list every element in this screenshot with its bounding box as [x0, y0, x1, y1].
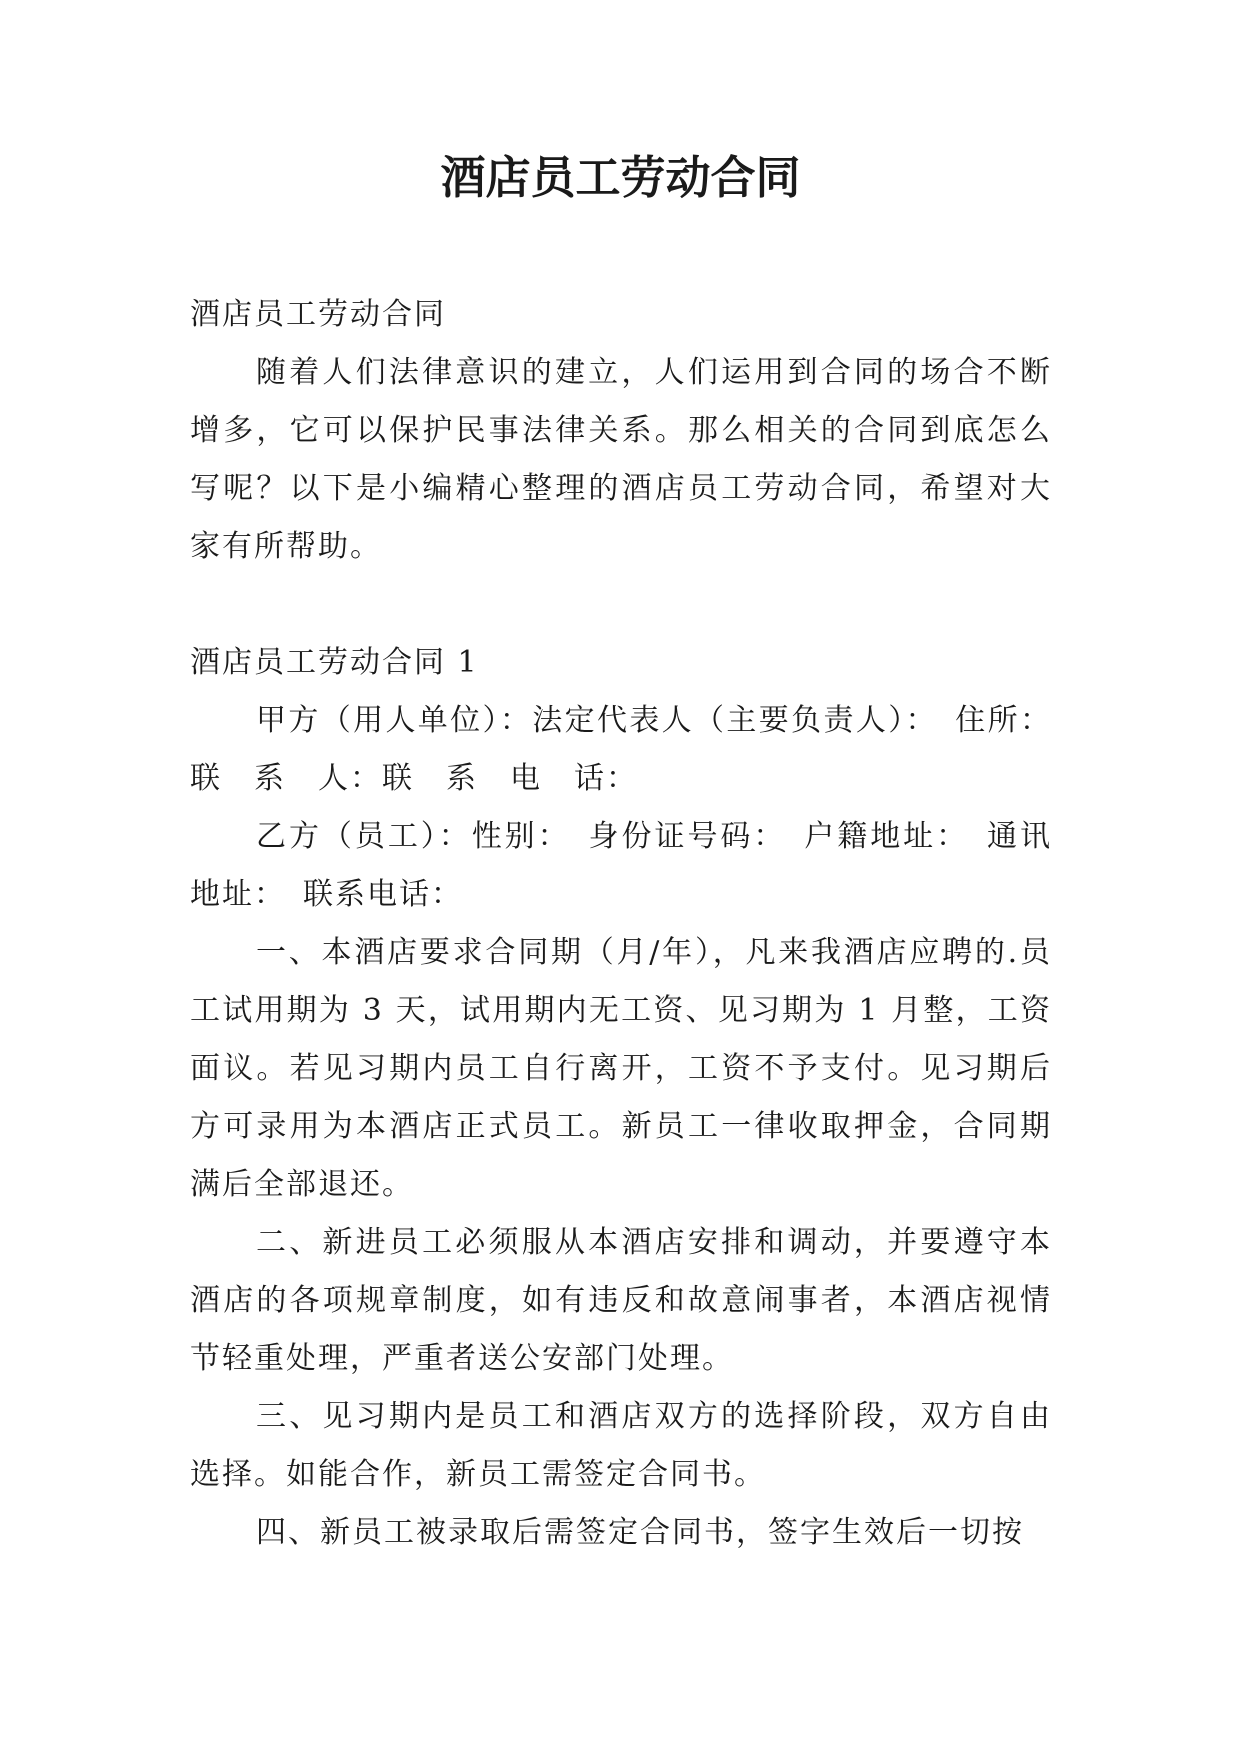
paragraph: 一、本酒店要求合同期（月/年），凡来我酒店应聘的.员工试用期为 3 天，试用期内无工资、见习期为 1 月整，工资面议。若见习期内员工自行离开，工资不予支付。见习期后方可录用为本酒店正式员工。新员工一律收取押金，合同期满后全部退还。	[190, 935, 1052, 1202]
paragraph: 二、新进员工必须服从本酒店安排和调动，并要遵守本酒店的各项规章制度，如有违反和故意闹事者，本酒店视情节轻重处理，严重者送公安部门处理。	[190, 1225, 1052, 1376]
paragraph: 三、见习期内是员工和酒店双方的选择阶段，双方自由选择。如能合作，新员工需签定合同书。	[190, 1399, 1052, 1492]
document-body	[190, 286, 1052, 1562]
document-title: 酒店员工劳动合同	[440, 151, 801, 204]
paragraph: 酒店员工劳动合同 1	[190, 645, 479, 680]
paragraph: 酒店员工劳动合同	[190, 297, 446, 332]
paragraph: 四、新员工被录取后需签定合同书，签字生效后一切按	[256, 1515, 1024, 1550]
paragraph-spacer	[190, 576, 1052, 634]
paragraph: 乙方（员工）：性别： 身份证号码： 户籍地址： 通讯地址： 联系电话：	[190, 819, 1052, 912]
paragraph: 随着人们法律意识的建立，人们运用到合同的场合不断增多，它可以保护民事法律关系。那么相关的合同到底怎么写呢？以下是小编精心整理的酒店员工劳动合同，希望对大家有所帮助。	[190, 355, 1052, 564]
paragraph: 甲方（用人单位）：法定代表人（主要负责人）： 住所：联 系 人：联 系 电 话：	[190, 703, 1052, 796]
